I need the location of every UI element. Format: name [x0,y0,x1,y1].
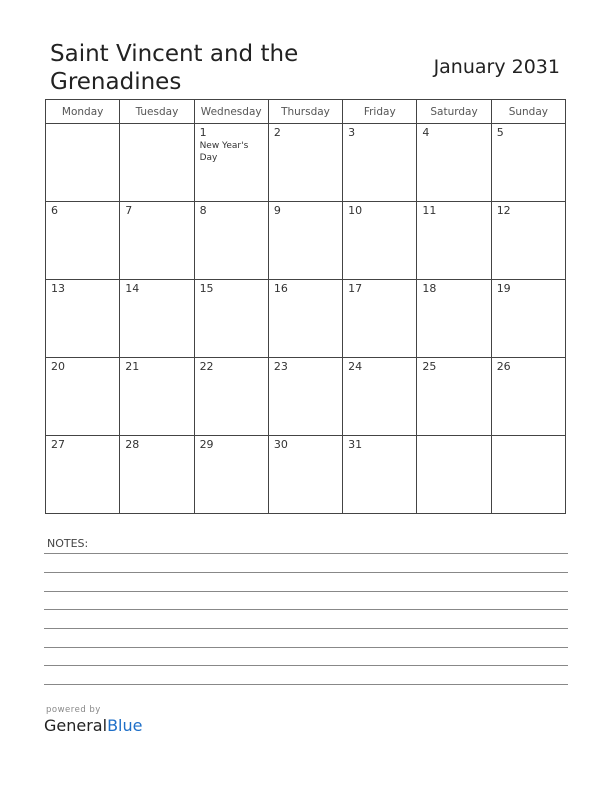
day-cell [268,280,342,358]
weekday-header-row [46,100,566,124]
note-line [44,609,568,610]
note-line [44,628,568,629]
weekday-header: Thursday [268,100,342,124]
day-number: 13 [51,282,65,295]
day-number: 24 [348,360,363,373]
day-number: 30 [273,438,288,451]
day-cell [268,202,342,280]
day-cell [268,436,342,514]
day-cell [268,358,342,436]
country-title-line2: Grenadines [50,69,182,95]
day-number: 31 [348,438,363,451]
day-cell [46,124,120,202]
notes-label: NOTES: [47,537,89,550]
day-number: 26 [496,360,511,373]
note-line [44,665,568,666]
day-cell [46,358,120,436]
note-line [44,647,568,648]
day-number: 18 [422,282,437,295]
day-number: 23 [273,360,288,373]
day-number: 25 [422,360,437,373]
day-number: 22 [199,360,214,373]
brand-general: General [44,716,108,735]
day-cell [46,436,120,514]
day-number: 27 [51,438,65,451]
weekday-header: Wednesday [194,100,268,124]
day-cell [120,202,194,280]
day-number: 6 [51,204,58,217]
day-cell [343,358,417,436]
day-cell [194,280,268,358]
day-number: 11 [422,204,437,217]
day-cell [417,124,491,202]
day-cell [194,358,268,436]
note-line [44,591,568,592]
day-cell [46,280,120,358]
day-cell [120,124,194,202]
day-cell [491,436,565,514]
day-cell [417,436,491,514]
weekday-header: Friday [343,100,417,124]
day-number: 16 [273,282,288,295]
country-title-line1: Saint Vincent and the [50,41,299,67]
day-number: 4 [422,126,430,139]
week-row [46,202,566,280]
week-row [46,124,566,202]
holiday-label: New Year's Day [199,141,249,163]
weekday-header: Sunday [491,100,565,124]
day-number: 12 [496,204,511,217]
day-number: 8 [199,204,207,217]
day-number: 7 [125,204,133,217]
day-cell [194,202,268,280]
day-cell [491,124,565,202]
day-number: 19 [496,282,511,295]
day-number: 29 [199,438,214,451]
day-cell [343,436,417,514]
day-cell [491,280,565,358]
day-number: 28 [125,438,140,451]
day-number: 1 [199,126,207,139]
week-row [46,436,566,514]
day-number: 17 [348,282,363,295]
brand-blue: Blue [107,716,143,735]
day-number: 21 [125,360,140,373]
day-number: 20 [51,360,65,373]
day-number: 14 [125,282,140,295]
day-cell [120,358,194,436]
week-row [46,358,566,436]
day-cell [417,358,491,436]
weekday-header: Saturday [417,100,491,124]
day-cell [120,436,194,514]
day-number: 10 [348,204,363,217]
calendar-grid [45,99,566,514]
day-cell [194,436,268,514]
day-cell [417,202,491,280]
powered-by-text: powered by [46,705,101,715]
day-number: 3 [348,126,356,139]
day-number: 9 [273,204,281,217]
day-cell [343,280,417,358]
day-number: 15 [199,282,214,295]
day-cell [268,124,342,202]
day-cell [491,358,565,436]
month-year-title: January 2031 [433,56,560,78]
day-number: 2 [273,126,281,139]
weekday-header: Tuesday [120,100,194,124]
note-line [44,684,568,685]
day-cell [417,280,491,358]
day-number: 5 [496,126,504,139]
day-cell [343,202,417,280]
country-title [50,40,350,96]
week-row [46,280,566,358]
day-cell [343,124,417,202]
note-line [44,572,568,573]
generalblue-logo [44,716,142,735]
day-cell [46,202,120,280]
weekday-header: Monday [46,100,120,124]
day-cell [491,202,565,280]
day-cell [120,280,194,358]
note-line [44,553,568,554]
day-cell [194,124,268,202]
